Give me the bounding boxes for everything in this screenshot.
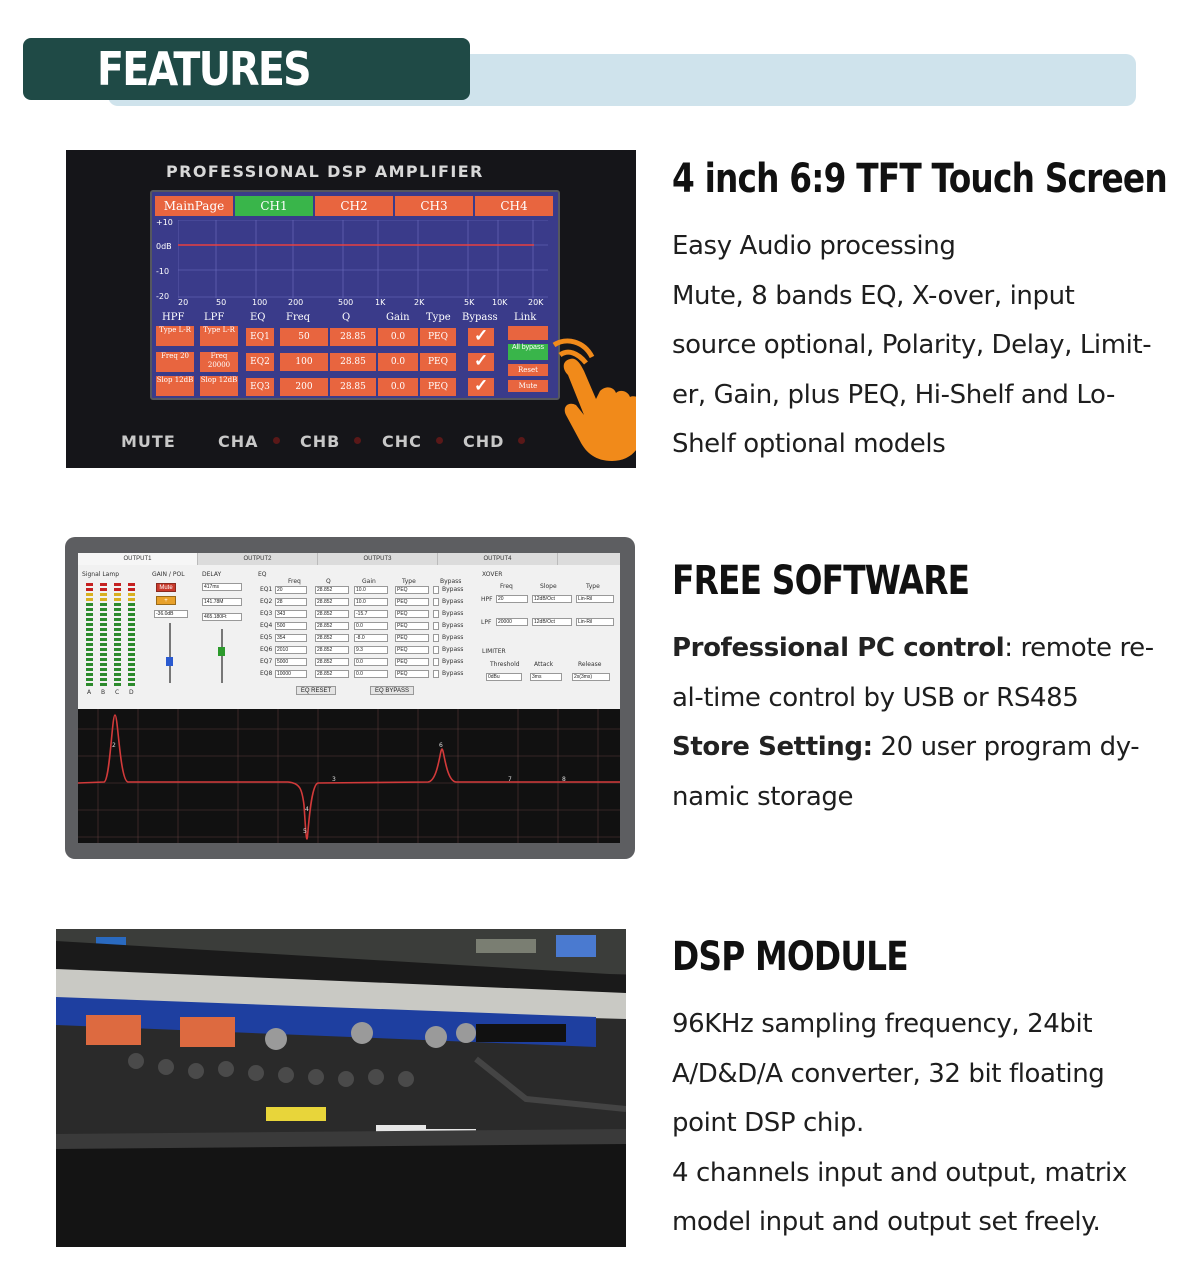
meter-label-c: C [115, 689, 120, 696]
eq-bypass-label: Bypass [442, 634, 464, 641]
lcd-mute-button[interactable]: Mute [508, 380, 548, 392]
meter-segment [128, 683, 135, 686]
eq-col-q: Q [326, 578, 331, 585]
lcd-lpf-slop[interactable]: Slop 12dB [200, 376, 238, 396]
feature-body [672, 1000, 1162, 1248]
eq-gain-input[interactable]: 9.3 [354, 646, 388, 654]
lcd-col-gain: Gain [386, 312, 410, 323]
meter-segment [114, 653, 121, 656]
lcd-tab-ch2[interactable]: CH2 [315, 196, 393, 216]
lcd-x-label: 2K [414, 298, 425, 307]
lcd-col-type: Type [426, 312, 451, 323]
lcd-x-label: 20K [528, 298, 544, 307]
lcd-x-label: 1K [375, 298, 386, 307]
lcd-eq-gain[interactable]: 0.0 [378, 378, 418, 396]
lcd-eq-gain[interactable]: 0.0 [378, 353, 418, 371]
graph-point-label: 7 [508, 776, 512, 783]
panel-label-chb: CHB [300, 432, 341, 451]
eq-row-label: EQ4 [260, 622, 273, 629]
graph-point-label: 5 [303, 828, 307, 835]
meter-segment [114, 623, 121, 626]
eq-freq-input[interactable]: 2010 [275, 646, 307, 654]
lcd-eq-name[interactable]: EQ1 [246, 328, 274, 346]
meter-segment [100, 678, 107, 681]
lcd-lpf-freq[interactable]: Freq 20000 [200, 352, 238, 372]
eq-type-select[interactable]: PEQ [395, 634, 429, 642]
feature-rest: : remote re-al-time control by USB or RS485 [672, 633, 1154, 713]
eq-bypass-label: Bypass [442, 670, 464, 677]
eq-freq-input[interactable]: 343 [275, 610, 307, 618]
lcd-x-label: 50 [216, 298, 227, 307]
eq-gain-input[interactable]: -8.0 [354, 634, 388, 642]
limiter-col-release: Release [578, 661, 602, 668]
feature-line [672, 723, 1162, 822]
lcd-eq-type[interactable]: PEQ [420, 353, 456, 371]
meter-segment [86, 673, 93, 676]
lcd-col-bypass: Bypass [462, 312, 498, 323]
limiter-attack[interactable]: 3ms [530, 673, 562, 681]
eq-q-input[interactable]: 28.852 [315, 622, 349, 630]
eq-row-label: EQ8 [260, 670, 273, 677]
meter-segment [100, 598, 107, 601]
meter-segment [114, 668, 121, 671]
limiter-threshold[interactable]: 0dBu [486, 673, 522, 681]
signal-meter [128, 583, 135, 688]
meter-segment [100, 603, 107, 606]
lcd-link-toggle[interactable] [508, 326, 548, 340]
eq-bypass-checkbox[interactable] [433, 658, 439, 666]
eq-response-graph [78, 709, 620, 843]
meter-segment [128, 623, 135, 626]
lcd-eq-freq[interactable]: 50 [280, 328, 328, 346]
software-tab-bar [78, 553, 620, 565]
lcd-tab-bar [155, 196, 553, 216]
meter-segment [86, 633, 93, 636]
graph-point-label: 3 [332, 776, 336, 783]
limiter-col-attack: Attack [534, 661, 554, 668]
lcd-lpf-type[interactable]: Type L-R [200, 326, 238, 346]
eq-section-label: EQ [258, 571, 267, 578]
meter-segment [128, 633, 135, 636]
panel-label-cha: CHA [218, 432, 259, 451]
meter-segment [128, 618, 135, 621]
meter-segment [86, 638, 93, 641]
feature-rest: 20 user program dy-namic storage [672, 732, 1140, 812]
page-title: FEATURES [97, 42, 310, 96]
lpf-freq[interactable]: 20000 [496, 618, 528, 626]
meter-segment [114, 678, 121, 681]
lpf-slope[interactable]: 12dB/Oct [532, 618, 572, 626]
eq-gain-input[interactable]: 10.0 [354, 598, 388, 606]
eq-gain-input[interactable]: 0.0 [354, 622, 388, 630]
lcd-hpf-slop[interactable]: Slop 12dB [156, 376, 194, 396]
meter-segment [100, 633, 107, 636]
meter-segment [86, 668, 93, 671]
hpf-type[interactable]: Lin-Ril [576, 595, 614, 603]
lcd-x-label: 10K [492, 298, 508, 307]
touch-screen-photo [66, 150, 636, 468]
meter-segment [114, 673, 121, 676]
feature-free-software [672, 557, 1162, 822]
lcd-y-label: +10 [156, 218, 173, 227]
eq-row-label: EQ1 [260, 586, 273, 593]
gain-slider-track [169, 623, 171, 683]
meter-segment [100, 648, 107, 651]
meter-segment [128, 668, 135, 671]
lcd-eq-gain[interactable]: 0.0 [378, 328, 418, 346]
meter-label-b: B [101, 689, 106, 696]
eq-type-select[interactable]: PEQ [395, 586, 429, 594]
lcd-eq-type[interactable]: PEQ [420, 378, 456, 396]
eq-type-select[interactable]: PEQ [395, 622, 429, 630]
software-screenshot [65, 537, 635, 859]
meter-segment [114, 633, 121, 636]
lcd-y-label: 0dB [156, 242, 172, 251]
meter-segment [86, 643, 93, 646]
meter-segment [114, 608, 121, 611]
meter-segment [128, 678, 135, 681]
hpf-slope[interactable]: 12dB/Oct [532, 595, 572, 603]
xover-col-type: Type [586, 583, 600, 590]
delay-slider-knob[interactable] [218, 647, 225, 656]
signal-lamp-label: Signal Lamp [82, 571, 120, 578]
eq-bypass-label: Bypass [442, 586, 464, 593]
limiter-col-threshold: Threshold [490, 661, 520, 668]
meter-segment [114, 638, 121, 641]
led-indicator [354, 437, 361, 444]
meter-segment [114, 648, 121, 651]
panel-label-mute: MUTE [121, 432, 176, 451]
meter-segment [128, 663, 135, 666]
lcd-tab-ch3[interactable]: CH3 [395, 196, 473, 216]
meter-segment [114, 628, 121, 631]
delay-label: DELAY [202, 571, 222, 578]
lcd-col-lpf: LPF [204, 312, 225, 323]
device-heading: PROFESSIONAL DSP AMPLIFIER [166, 162, 484, 181]
dsp-module-photo [56, 929, 626, 1247]
eq-gain-input[interactable]: 10.0 [354, 586, 388, 594]
eq-bypass-checkbox[interactable] [433, 670, 439, 678]
meter-segment [100, 608, 107, 611]
eq-bypass-button[interactable]: EQ BYPASS [370, 686, 414, 695]
eq-bypass-label: Bypass [442, 646, 464, 653]
meter-segment [86, 658, 93, 661]
led-indicator [518, 437, 525, 444]
meter-segment [100, 638, 107, 641]
eq-bypass-label: Bypass [442, 658, 464, 665]
graph-point-label: 4 [305, 806, 309, 813]
meter-segment [100, 663, 107, 666]
feature-line [672, 624, 1162, 723]
feature-description: 96KHz sampling frequency, 24bit A/D&D/A converter, 32 bit floating point DSP chip. [672, 1009, 1105, 1138]
meter-segment [128, 583, 135, 586]
gain-value[interactable]: -36.0dB [154, 610, 188, 618]
meter-segment [86, 653, 93, 656]
eq-reset-button[interactable]: EQ RESET [296, 686, 336, 695]
eq-gain-input[interactable]: 0.0 [354, 658, 388, 666]
eq-row-label: EQ5 [260, 634, 273, 641]
meter-segment [100, 643, 107, 646]
tab-output4[interactable]: OUTPUT4 [438, 553, 558, 565]
meter-segment [86, 618, 93, 621]
eq-bypass-label: Bypass [442, 598, 464, 605]
meter-segment [100, 668, 107, 671]
meter-segment [128, 653, 135, 656]
feature-touch-screen [672, 155, 1167, 470]
meter-segment [100, 618, 107, 621]
feature-description: 4 channels input and output, matrix model input and output set freely. [672, 1157, 1127, 1237]
polarity-button[interactable]: + [156, 596, 176, 605]
feature-title: FREE SOFTWARE [672, 558, 970, 604]
meter-segment [128, 598, 135, 601]
eq-q-input[interactable]: 28.852 [315, 598, 349, 606]
tab-output1[interactable]: OUTPUT1 [78, 553, 198, 565]
lcd-col-hpf: HPF [162, 312, 185, 323]
meter-segment [86, 663, 93, 666]
meter-segment [86, 623, 93, 626]
eq-q-input[interactable]: 28.852 [315, 586, 349, 594]
meter-segment [114, 618, 121, 621]
meter-segment [114, 603, 121, 606]
meter-segment [100, 583, 107, 586]
meter-segment [86, 603, 93, 606]
eq-q-input[interactable]: 28.852 [315, 610, 349, 618]
eq-col-freq: Freq [288, 578, 301, 585]
meter-segment [128, 593, 135, 596]
lcd-eq-type[interactable]: PEQ [420, 328, 456, 346]
eq-q-input[interactable]: 28.852 [315, 634, 349, 642]
eq-bypass-label: Bypass [442, 622, 464, 629]
feature-title: 4 inch 6:9 TFT Touch Screen [672, 156, 1167, 202]
eq-q-input[interactable]: 28.852 [315, 646, 349, 654]
panel-label-chc: CHC [382, 432, 422, 451]
lcd-all-bypass-button[interactable]: All bypass [508, 344, 548, 360]
eq-gain-input[interactable]: 0.0 [354, 670, 388, 678]
meter-segment [86, 598, 93, 601]
meter-segment [128, 588, 135, 591]
feature-dsp-module [672, 933, 1162, 1248]
eq-type-select[interactable]: PEQ [395, 670, 429, 678]
feature-strong: Store Setting: [672, 732, 873, 762]
eq-bypass-checkbox[interactable] [433, 622, 439, 630]
pointing-hand-icon [546, 335, 636, 465]
limiter-label: LIMITER [482, 648, 506, 655]
signal-meter [86, 583, 93, 688]
eq-type-select[interactable]: PEQ [395, 658, 429, 666]
lcd-hpf-freq[interactable]: Freq 20 [156, 352, 194, 372]
delay-slider-track [221, 629, 223, 683]
led-indicator [273, 437, 280, 444]
lcd-eq-graph [178, 220, 548, 298]
meter-segment [86, 678, 93, 681]
lcd-hpf-type[interactable]: Type L-R [156, 326, 194, 346]
eq-q-input[interactable]: 28.852 [315, 670, 349, 678]
meter-segment [128, 648, 135, 651]
lcd-col-link: Link [514, 312, 537, 323]
lcd-y-label: -20 [156, 292, 170, 301]
meter-segment [128, 608, 135, 611]
lcd-bypass-check[interactable] [468, 378, 494, 396]
feature-strong: Professional PC control [672, 633, 1005, 663]
meter-label-d: D [129, 689, 134, 696]
meter-segment [100, 593, 107, 596]
lpf-type[interactable]: Lin-Ril [576, 618, 614, 626]
gain-pol-label: GAIN / POL [152, 571, 185, 578]
lcd-reset-button[interactable]: Reset [508, 364, 548, 376]
meter-segment [86, 593, 93, 596]
meter-segment [100, 623, 107, 626]
hpf-label: HPF [481, 596, 493, 603]
delay-feet[interactable]: 465.180Ft [202, 613, 242, 621]
eq-col-type: Type [402, 578, 416, 585]
meter-segment [128, 638, 135, 641]
led-indicator [436, 437, 443, 444]
delay-meters[interactable]: 141.78M [202, 598, 242, 606]
meter-segment [114, 588, 121, 591]
eq-bypass-checkbox[interactable] [433, 610, 439, 618]
eq-bypass-checkbox[interactable] [433, 598, 439, 606]
meter-segment [128, 628, 135, 631]
eq-gain-input[interactable]: -15.7 [354, 610, 388, 618]
hpf-freq[interactable]: 20 [496, 595, 528, 603]
meter-segment [128, 613, 135, 616]
lcd-eq-q[interactable]: 28.85 [330, 328, 376, 346]
meter-segment [100, 653, 107, 656]
lcd-x-label: 5K [464, 298, 475, 307]
meter-segment [128, 643, 135, 646]
delay-ms[interactable]: 417ms [202, 583, 242, 591]
panel-label-chd: CHD [463, 432, 505, 451]
lcd-tab-ch4[interactable]: CH4 [475, 196, 553, 216]
meter-segment [86, 628, 93, 631]
lcd-eq-name[interactable]: EQ3 [246, 378, 274, 396]
gain-slider-knob[interactable] [166, 657, 173, 666]
xover-col-freq: Freq [500, 583, 513, 590]
graph-point-label: 6 [439, 742, 443, 749]
meter-segment [86, 683, 93, 686]
meter-segment [128, 673, 135, 676]
meter-segment [114, 663, 121, 666]
meter-segment [100, 673, 107, 676]
lcd-eq-q[interactable]: 28.85 [330, 378, 376, 396]
meter-segment [114, 598, 121, 601]
meter-segment [100, 628, 107, 631]
lcd-eq-q[interactable]: 28.85 [330, 353, 376, 371]
lcd-tab-mainpage[interactable]: MainPage [155, 196, 233, 216]
lcd-eq-freq[interactable]: 200 [280, 378, 328, 396]
lcd-bypass-check[interactable] [468, 353, 494, 371]
lcd-col-q: Q [342, 312, 351, 323]
xover-label: XOVER [482, 571, 503, 578]
meter-segment [114, 583, 121, 586]
signal-meter [114, 583, 121, 688]
meter-segment [100, 613, 107, 616]
graph-point-label: 2 [112, 742, 116, 749]
eq-col-gain: Gain [362, 578, 376, 585]
eq-freq-input[interactable]: 20 [275, 586, 307, 594]
limiter-release[interactable]: 2x(3ms) [572, 673, 610, 681]
meter-segment [114, 643, 121, 646]
graph-point-label: 8 [562, 776, 566, 783]
meter-label-a: A [87, 689, 92, 696]
meter-segment [100, 658, 107, 661]
lcd-x-label: 20 [178, 298, 189, 307]
meter-segment [114, 613, 121, 616]
eq-freq-input[interactable]: 500 [275, 622, 307, 630]
eq-type-select[interactable]: PEQ [395, 646, 429, 654]
lcd-tab-ch1[interactable]: CH1 [235, 196, 313, 216]
mute-button[interactable]: Mute [156, 583, 176, 592]
tab-output2[interactable]: OUTPUT2 [198, 553, 318, 565]
meter-segment [128, 658, 135, 661]
eq-row-label: EQ2 [260, 598, 273, 605]
lcd-eq-freq[interactable]: 100 [280, 353, 328, 371]
eq-row-label: EQ6 [260, 646, 273, 653]
feature-body [672, 222, 1162, 470]
lcd-bypass-check[interactable] [468, 328, 494, 346]
eq-freq-input[interactable]: 28 [275, 598, 307, 606]
signal-meter [100, 583, 107, 688]
eq-row-label: EQ7 [260, 658, 273, 665]
feature-body [672, 624, 1162, 822]
meter-segment [128, 603, 135, 606]
lcd-display [150, 190, 560, 400]
meter-segment [86, 608, 93, 611]
eq-bypass-checkbox[interactable] [433, 586, 439, 594]
feature-subtitle: Easy Audio processing [672, 231, 956, 261]
eq-row-label: EQ3 [260, 610, 273, 617]
lcd-x-label: 200 [288, 298, 304, 307]
eq-freq-input[interactable]: 354 [275, 634, 307, 642]
eq-bypass-label: Bypass [442, 610, 464, 617]
tab-output3[interactable]: OUTPUT3 [318, 553, 438, 565]
meter-segment [86, 583, 93, 586]
eq-bypass-checkbox[interactable] [433, 634, 439, 642]
meter-segment [114, 683, 121, 686]
lcd-x-label: 500 [338, 298, 354, 307]
lcd-col-freq: Freq [286, 312, 311, 323]
eq-type-select[interactable]: PEQ [395, 598, 429, 606]
eq-freq-input[interactable]: 10000 [275, 670, 307, 678]
lpf-label: LPF [481, 619, 492, 626]
lcd-x-label: 100 [252, 298, 268, 307]
meter-segment [100, 588, 107, 591]
meter-segment [86, 613, 93, 616]
eq-response-curve [78, 715, 620, 839]
eq-col-bypass: Bypass [440, 578, 462, 585]
meter-segment [114, 658, 121, 661]
eq-freq-input[interactable]: 5000 [275, 658, 307, 666]
meter-segment [86, 588, 93, 591]
lcd-eq-name[interactable]: EQ2 [246, 353, 274, 371]
lcd-col-eq: EQ [250, 312, 266, 323]
eq-type-select[interactable]: PEQ [395, 610, 429, 618]
meter-segment [86, 648, 93, 651]
eq-bypass-checkbox[interactable] [433, 646, 439, 654]
feature-title: DSP MODULE [672, 934, 908, 980]
xover-col-slope: Slope [540, 583, 557, 590]
feature-description: Mute, 8 bands EQ, X-over, input source optional, Polarity, Delay, Limit-er, Gain, plus PEQ, Hi-Shelf and Lo-Shelf optional models [672, 280, 1152, 459]
lcd-y-label: -10 [156, 267, 170, 276]
meter-segment [100, 683, 107, 686]
meter-segment [114, 593, 121, 596]
eq-q-input[interactable]: 28.852 [315, 658, 349, 666]
